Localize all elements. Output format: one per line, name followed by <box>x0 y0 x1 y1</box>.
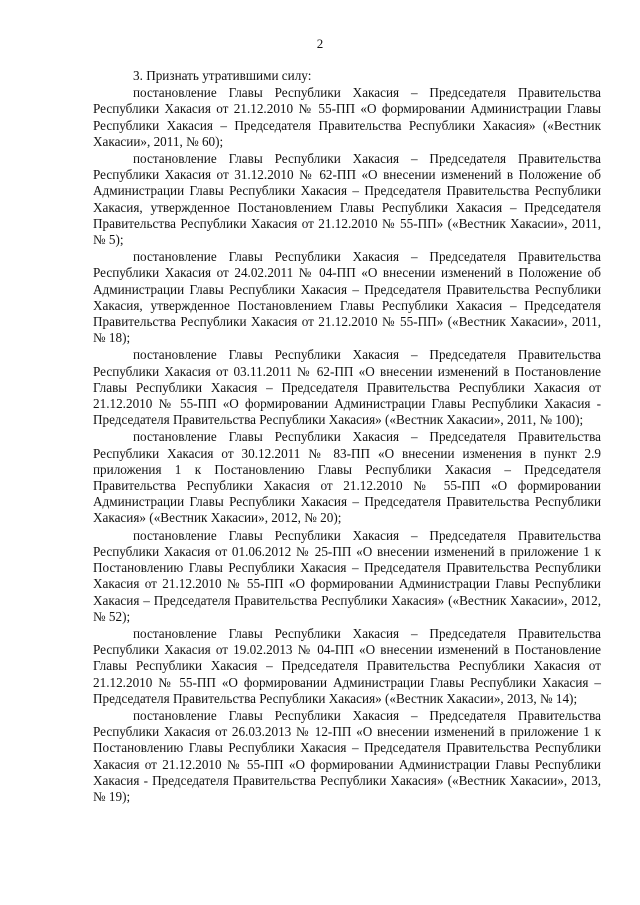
paragraph: постановление Главы Республики Хакасия – Председателя Правительства Республики Хакасия от 03.11.2011 № 62-ПП «О внесении изменений в Постановление Главы Республики Хакасия – Председателя Правительства Республики Хакасия от 21.12.2010 № 55-ПП «О формировании Администрации Главы Республики Хакасия - Председателя Правительства Республики Хакасия» («Вестник Хакасии», 2011, № 100); <box>93 347 601 428</box>
paragraph: постановление Главы Республики Хакасия – Председателя Правительства Республики Хакасия от 31.12.2010 № 62-ПП «О внесении изменений в Положение об Администрации Главы Республики Хакасия – Председателя Правительства Республики Хакасия, утвержденное Постановлением Главы Республики Хакасия – Председателя Правительства Республики Хакасия от 21.12.2010 № 55-ПП» («Вестник Хакасии», 2011, № 5); <box>93 151 601 248</box>
paragraph: постановление Главы Республики Хакасия – Председателя Правительства Республики Хакасия от 21.12.2010 № 55-ПП «О формировании Администрации Главы Республики Хакасия – Председателя Правительства Республики Хакасия» («Вестник Хакасии», 2011, № 60); <box>93 85 601 149</box>
document-body <box>93 68 601 806</box>
paragraph: постановление Главы Республики Хакасия – Председателя Правительства Республики Хакасия от 30.12.2011 № 83-ПП «О внесении изменения в пункт 2.9 приложения 1 к Постановлению Главы Республики Хакасия – Председателя Правительства Республики Хакасия от 21.12.2010 № 55-ПП «О формировании Администрации Главы Республики Хакасия – Председателя Правительства Республики Хакасия» («Вестник Хакасии», 2012, № 20); <box>93 429 601 526</box>
paragraph: постановление Главы Республики Хакасия – Председателя Правительства Республики Хакасия от 01.06.2012 № 25-ПП «О внесении изменений в приложение 1 к Постановлению Главы Республики Хакасия – Председателя Правительства Республики Хакасия от 21.12.2010 № 55-ПП «О формировании Администрации Главы Республики Хакасия – Председателя Правительства Республики Хакасия» («Вестник Хакасии», 2012, № 52); <box>93 527 601 624</box>
paragraph: постановление Главы Республики Хакасия – Председателя Правительства Республики Хакасия от 19.02.2013 № 04-ПП «О внесении изменений в Постановление Главы Республики Хакасия – Председателя Правительства Республики Хакасия от 21.12.2010 № 55-ПП «О формировании Администрации Главы Республики Хакасия – Председателя Правительства Республики Хакасия» («Вестник Хакасии», 2013, № 14); <box>93 625 601 706</box>
page-number: 2 <box>316 36 324 51</box>
section-heading: 3. Признать утратившими силу: <box>133 68 312 83</box>
paragraph: постановление Главы Республики Хакасия – Председателя Правительства Республики Хакасия от 24.02.2011 № 04-ПП «О внесении изменений в Положение об Администрации Главы Республики Хакасия – Председателя Правительства Республики Хакасия, утвержденное Постановлением Главы Республики Хакасия – Председателя Правительства Республики Хакасия от 21.12.2010 № 55-ПП» («Вестник Хакасии», 2011, № 18); <box>93 249 601 346</box>
paragraph: постановление Главы Республики Хакасия – Председателя Правительства Республики Хакасия от 26.03.2013 № 12-ПП «О внесении изменений в приложение 1 к Постановлению Главы Республики Хакасия – Председателя Правительства Республики Хакасия от 21.12.2010 № 55-ПП «О формировании Администрации Главы Республики Хакасия - Председателя Правительства Республики Хакасия» («Вестник Хакасии», 2013, № 19); <box>93 707 601 804</box>
